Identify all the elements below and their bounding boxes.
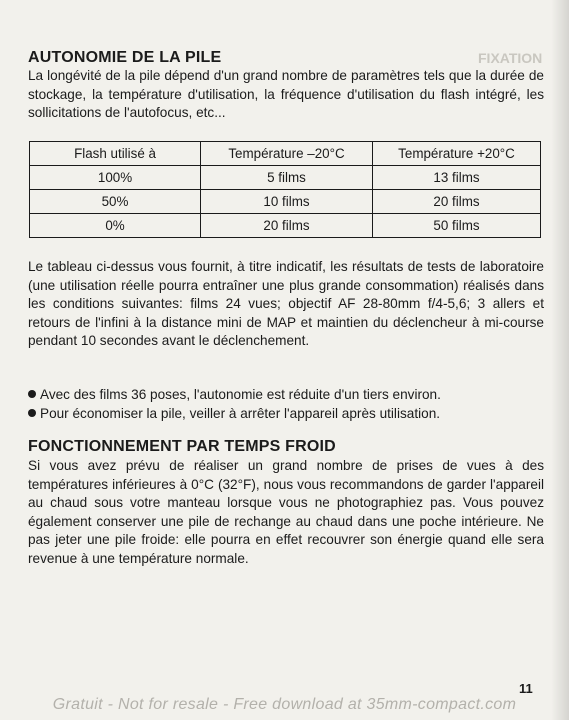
table-cell: 100% [30, 166, 201, 190]
table-cell: 5 films [201, 166, 373, 190]
list-item-text: Pour économiser la pile, veiller à arrêter l'appareil après utilisation. [40, 406, 441, 421]
table-header-cell: Température +20°C [373, 142, 541, 166]
table-header-cell: Flash utilisé à [30, 142, 201, 166]
cold-weather-text: Si vous avez prévu de réaliser un grand nombre de prises de vues à des températures inférieures à 0°C (32°F), nous vous recommandons de garder l'appareil au chaud sous votre manteau lorsque vous ne photographiez pas. Vous pouvez également conserver une pile de rechange au chaud dans une poche intérieure. Ne pas jeter une pile froide: elle pourra en effet recouvrer son énergie quand elle sera revenue à une température normale. [28, 458, 544, 566]
table-cell: 20 films [373, 190, 541, 214]
table-row [30, 166, 541, 190]
battery-intro-text: La longévité de la pile dépend d'un grand nombre de paramètres tels que la durée de stockage, la température d'utilisation, la fréquence d'utilisation du flash intégré, les sollicitations de l'autofocus, etc... [28, 68, 544, 120]
bullet-icon [28, 390, 36, 398]
table-cell: 20 films [201, 214, 373, 238]
table-cell: 0% [30, 214, 201, 238]
footer-watermark: Gratuit - Not for resale - Free download at 35mm-compact.com [52, 696, 517, 713]
table-row [30, 190, 541, 214]
page-edge-shadow [551, 0, 569, 720]
section-title-battery: AUTONOMIE DE LA PILE [28, 49, 222, 66]
table-cell: 13 films [373, 166, 541, 190]
table-row [30, 214, 541, 238]
table-cell: 50% [30, 190, 201, 214]
bleed-through-heading: FIXATION [478, 50, 543, 66]
table-header-row [30, 142, 541, 166]
test-conditions-text: Le tableau ci-dessus vous fournit, à titre indicatif, les résultats de tests de laboratoire (une utilisation réelle pourra entraîner une plus grande consommation) réalisés dans les conditions suivantes: films 24 vues; objectif AF 28-80mm f/4-5,6; 3 allers et retours de l'infini à la distance mini de MAP et maintien du déclencheur à mi-course pendant 10 secondes avant le déclenchement. [28, 259, 544, 348]
battery-life-table [29, 141, 541, 238]
list-item-text: Avec des films 36 poses, l'autonomie est réduite d'un tiers environ. [40, 387, 441, 402]
table-header-cell: Température –20°C [201, 142, 373, 166]
page-number: 11 [519, 681, 533, 696]
bullet-icon [28, 409, 36, 417]
list-item [28, 385, 548, 404]
list-item [28, 404, 548, 423]
table-cell: 50 films [373, 214, 541, 238]
tips-list [28, 385, 548, 423]
table-cell: 10 films [201, 190, 373, 214]
section-title-cold-weather: FONCTIONNEMENT PAR TEMPS FROID [28, 438, 336, 455]
